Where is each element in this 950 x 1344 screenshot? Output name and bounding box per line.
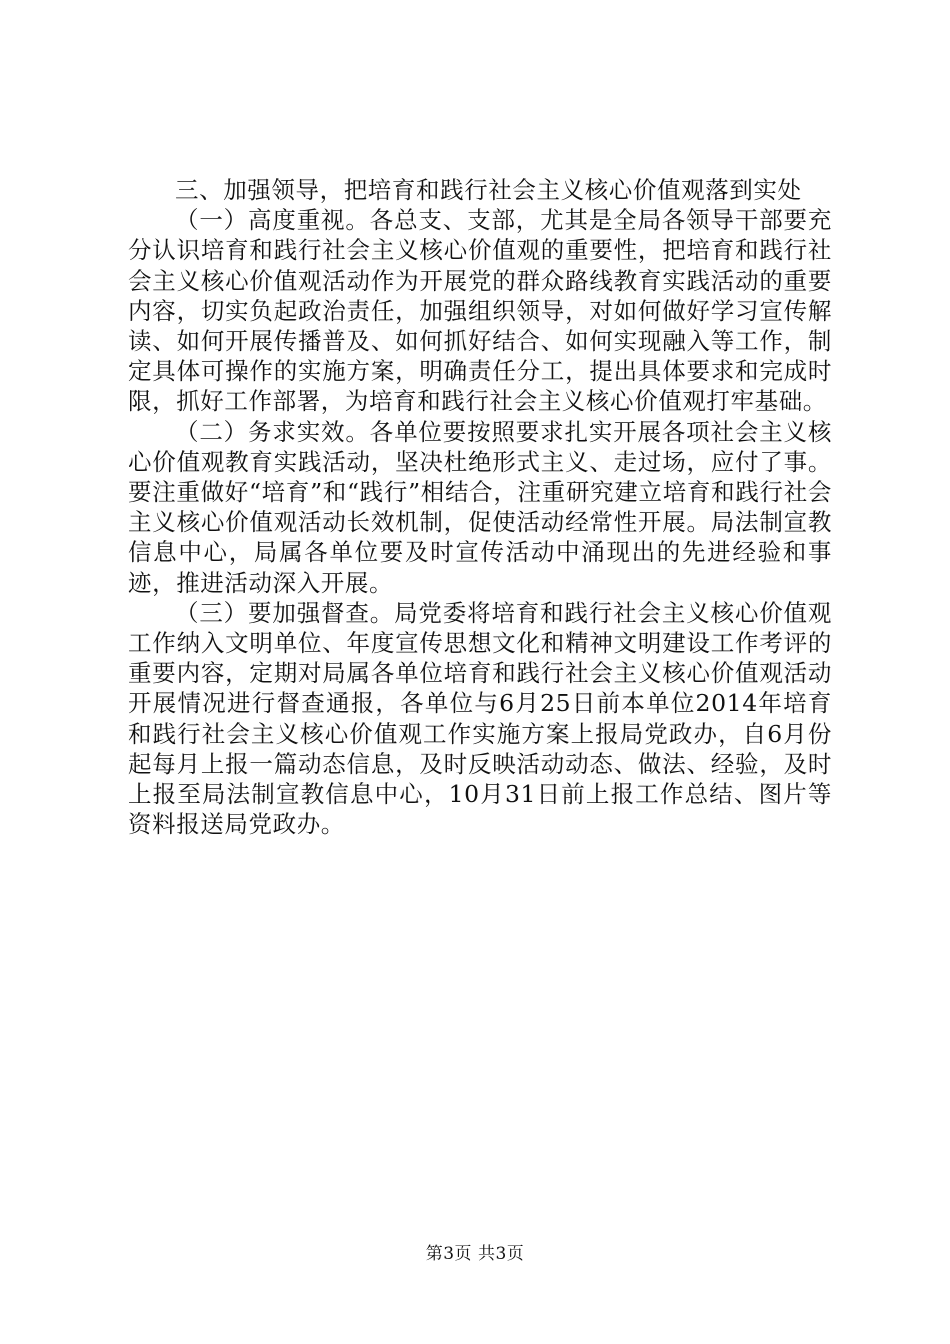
page-footer: 第3页 共3页 — [425, 1244, 525, 1264]
section-heading: 三、加强领导，把培育和践行社会主义核心价值观落到实处 — [175, 176, 802, 204]
document-body — [128, 175, 832, 839]
paragraph-high-priority: （一）高度重视。各总支、支部，尤其是全局各领导干部要充分认识培育和践行社会主义核心价值观的重要性，把培育和践行社会主义核心价值观活动作为开展党的群众路线教育实践活动的重要内容，切实负起政治责任，加强组织领导，对如何做好学习宣传解读、如何开展传播普及、如何抓好结合、如何实现融入等工作，制定具体可操作的实施方案，明确责任分工，提出具体要求和完成时限，抓好工作部署，为培育和践行社会主义核心价值观打牢基础。 — [128, 206, 832, 416]
paragraph-effectiveness: （二）务求实效。各单位要按照要求扎实开展各项社会主义核心价值观教育实践活动，坚决杜绝形式主义、走过场，应付了事。要注重做好“培育”和“践行”相结合，注重研究建立培育和践行社会主义核心价值观活动长效机制，促使活动经常性开展。局法制宣教信息中心，局属各单位要及时宣传活动中涌现出的先进经验和事迹，推进活动深入开展。 — [128, 417, 832, 597]
paragraph-supervision: （三）要加强督查。局党委将培育和践行社会主义核心价值观工作纳入文明单位、年度宣传思想文化和精神文明建设工作考评的重要内容，定期对局属各单位培育和践行社会主义核心价值观活动开展情况进行督查通报，各单位与6月25日前本单位2014年培育和践行社会主义核心价值观工作实施方案上报局党政办，自6月份起每月上报一篇动态信息，及时反映活动动态、做法、经验，及时上报至局法制宣教信息中心，10月31日前上报工作总结、图片等资料报送局党政办。 — [128, 598, 832, 839]
